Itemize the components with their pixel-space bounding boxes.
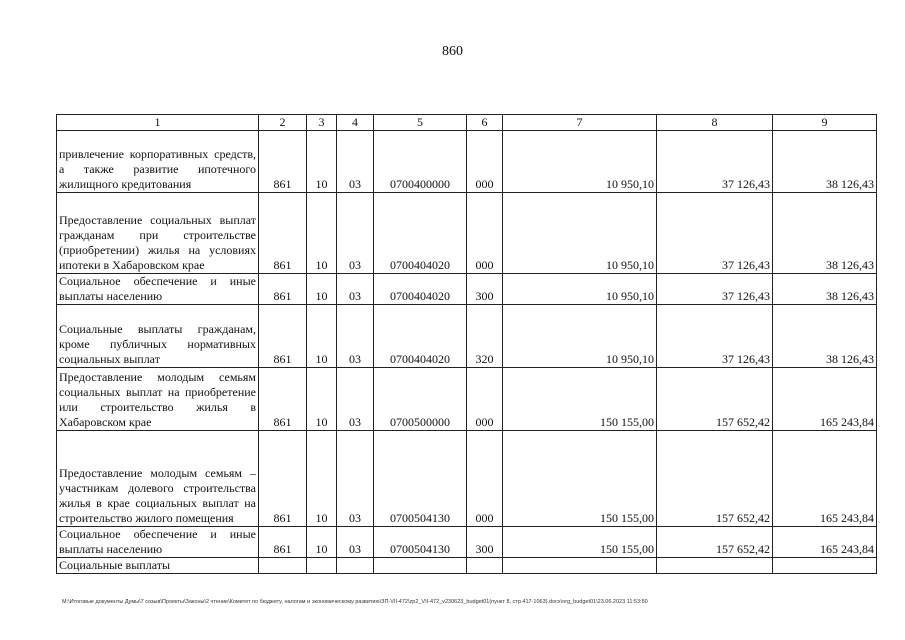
table-row	[57, 131, 877, 193]
column-header: 8	[657, 115, 773, 131]
cell-target-item	[374, 558, 467, 574]
cell-subsection: 03	[337, 305, 374, 368]
row-name: Социальное обеспечение и иные выплаты населению	[57, 527, 259, 558]
cell-amount-col8	[657, 558, 773, 574]
cell-subsection: 03	[337, 431, 374, 527]
cell-expense-type: 000	[467, 131, 503, 193]
cell-amount-col8: 37 126,43	[657, 305, 773, 368]
table-row	[57, 305, 877, 368]
cell-section	[307, 558, 337, 574]
cell-expense-type	[467, 558, 503, 574]
cell-amount-col9: 38 126,43	[773, 274, 877, 305]
cell-target-item: 0700404020	[374, 274, 467, 305]
row-name: Социальное обеспечение и иные выплаты населению	[57, 274, 259, 305]
row-name: Социальные выплаты гражданам, кроме публичных нормативных социальных выплат	[57, 305, 259, 368]
cell-amount-col8: 37 126,43	[657, 131, 773, 193]
table-row	[57, 368, 877, 431]
cell-expense-type: 000	[467, 193, 503, 274]
cell-amount-col7: 10 950,10	[503, 305, 657, 368]
table-header-row	[57, 115, 877, 131]
row-name: привлечение корпоративных средств, а также развитие ипотечного жилищного кредитования	[57, 131, 259, 193]
cell-amount-col9: 38 126,43	[773, 305, 877, 368]
cell-subsection: 03	[337, 193, 374, 274]
column-header: 3	[307, 115, 337, 131]
cell-amount-col8: 37 126,43	[657, 274, 773, 305]
column-header: 2	[259, 115, 307, 131]
cell-subsection	[337, 558, 374, 574]
cell-target-item: 0700500000	[374, 368, 467, 431]
cell-section: 10	[307, 193, 337, 274]
cell-expense-type: 300	[467, 527, 503, 558]
cell-expense-type: 000	[467, 368, 503, 431]
cell-admin-code	[259, 558, 307, 574]
cell-target-item: 0700504130	[374, 527, 467, 558]
cell-amount-col8: 157 652,42	[657, 431, 773, 527]
cell-target-item: 0700504130	[374, 431, 467, 527]
cell-section: 10	[307, 527, 337, 558]
cell-subsection: 03	[337, 368, 374, 431]
cell-expense-type: 300	[467, 274, 503, 305]
cell-amount-col9: 38 126,43	[773, 193, 877, 274]
cell-admin-code: 861	[259, 193, 307, 274]
table-row	[57, 431, 877, 527]
cell-amount-col9: 165 243,84	[773, 431, 877, 527]
cell-section: 10	[307, 368, 337, 431]
column-header: 4	[337, 115, 374, 131]
cell-section: 10	[307, 274, 337, 305]
column-header: 1	[57, 115, 259, 131]
cell-amount-col9: 165 243,84	[773, 527, 877, 558]
row-name: Предоставление социальных выплат гражданам при строительстве (приобретении) жилья на условиях ипотеки в Хабаровском крае	[57, 193, 259, 274]
column-header: 5	[374, 115, 467, 131]
cell-amount-col7: 10 950,10	[503, 193, 657, 274]
cell-expense-type: 000	[467, 431, 503, 527]
document-footer-path: M:\Итоговые документы Думы\7 созыв\Проекты\Законы\2 чтение\Комитет по бюджету, налогам и экономическому развитию\ЗП-VII-472\zp2_VII-472_v230623_budget01(пункт 8, стр.417-1063).docx\org_budget01\23.06.2023 11:53:50	[62, 599, 648, 605]
cell-section: 10	[307, 131, 337, 193]
cell-amount-col7: 150 155,00	[503, 368, 657, 431]
cell-subsection: 03	[337, 527, 374, 558]
cell-target-item: 0700404020	[374, 193, 467, 274]
cell-target-item: 0700400000	[374, 131, 467, 193]
cell-amount-col9: 38 126,43	[773, 131, 877, 193]
cell-section: 10	[307, 431, 337, 527]
cell-amount-col9	[773, 558, 877, 574]
column-header: 9	[773, 115, 877, 131]
cell-admin-code: 861	[259, 305, 307, 368]
table-row	[57, 193, 877, 274]
cell-admin-code: 861	[259, 527, 307, 558]
cell-section: 10	[307, 305, 337, 368]
column-header: 6	[467, 115, 503, 131]
budget-table	[56, 114, 877, 574]
cell-amount-col8: 157 652,42	[657, 368, 773, 431]
cell-subsection: 03	[337, 274, 374, 305]
cell-amount-col8: 157 652,42	[657, 527, 773, 558]
cell-amount-col7: 150 155,00	[503, 527, 657, 558]
page-number: 860	[442, 44, 463, 59]
cell-target-item: 0700404020	[374, 305, 467, 368]
cell-amount-col7: 150 155,00	[503, 431, 657, 527]
cell-admin-code: 861	[259, 368, 307, 431]
cell-amount-col8: 37 126,43	[657, 193, 773, 274]
row-name: Предоставление молодым семьям – участникам долевого строительства жилья в крае социальных выплат на строительство жилого помещения	[57, 431, 259, 527]
table-row	[57, 527, 877, 558]
cell-admin-code: 861	[259, 274, 307, 305]
cell-admin-code: 861	[259, 131, 307, 193]
table-row	[57, 274, 877, 305]
cell-expense-type: 320	[467, 305, 503, 368]
cell-amount-col9: 165 243,84	[773, 368, 877, 431]
column-header: 7	[503, 115, 657, 131]
row-name: Предоставление молодым семьям социальных выплат на приобретение или строительство жилья в Хабаровском крае	[57, 368, 259, 431]
cell-amount-col7	[503, 558, 657, 574]
cell-amount-col7: 10 950,10	[503, 274, 657, 305]
table-row	[57, 558, 877, 574]
cell-amount-col7: 10 950,10	[503, 131, 657, 193]
cell-admin-code: 861	[259, 431, 307, 527]
cell-subsection: 03	[337, 131, 374, 193]
row-name: Социальные выплаты	[57, 558, 259, 574]
